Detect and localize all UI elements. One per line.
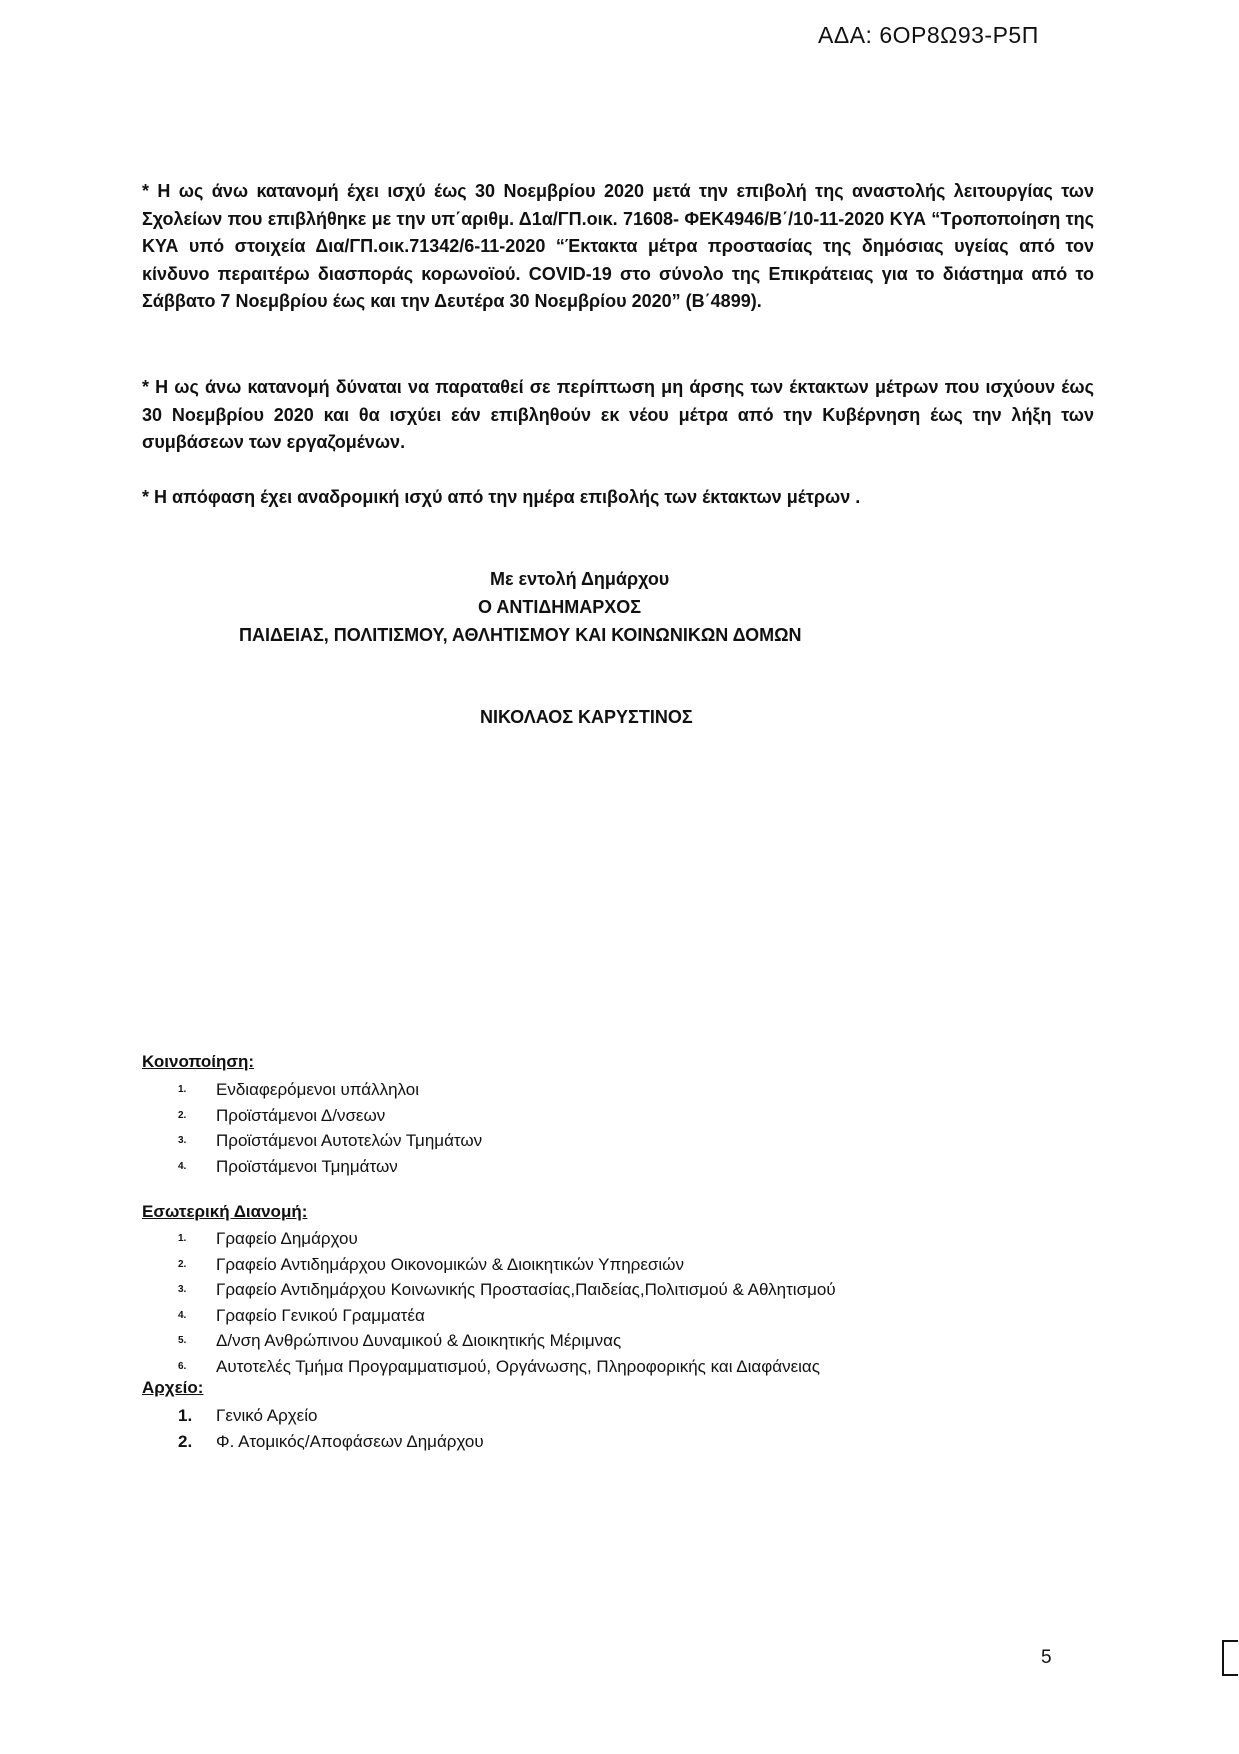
list-text: Γραφείο Γενικού Γραμματέα [216,1305,425,1325]
ada-code: ΑΔΑ: 6ΟΡ8Ω93-Ρ5Π [818,22,1039,48]
paragraph-retroactive: * Η απόφαση έχει αναδρομική ισχύ από την ημέρα επιβολής των έκτακτων μέτρων . [142,487,861,507]
signature-order: Με εντολή Δημάρχου [490,569,670,589]
list-text: Γραφείο Δημάρχου [216,1229,358,1248]
list-number: 2. [178,1258,187,1270]
list-text: Προϊστάμενοι Τμημάτων [216,1156,398,1176]
list-text: Δ/νση Ανθρώπινου Δυναμικού & Διοικητικής Μέριμνας [216,1331,622,1350]
list-text: Ενδιαφερόμενοι υπάλληλοι [216,1080,420,1099]
list-number: 3. [178,1135,187,1146]
list-text: Γενικό Αρχείο [216,1406,318,1425]
list-text: Αυτοτελές Τμήμα Προγραμματισμού, Οργάνωσης, Πληροφορικής και Διαφάνειας [216,1356,820,1376]
list-number: 6. [178,1360,187,1372]
list-number: 1. [178,1084,187,1095]
edge-bracket-mark [1222,1640,1238,1676]
archeio-title: Αρχείο: [142,1378,204,1397]
list-text: Φ. Ατομικός/Αποφάσεων Δημάρχου [216,1431,484,1451]
list-number: 5. [178,1335,187,1346]
list-number: 4. [178,1160,187,1172]
signature-department: ΠΑΙΔΕΙΑΣ, ΠΟΛΙΤΙΣΜΟΥ, ΑΘΛΗΤΙΣΜΟΥ ΚΑΙ ΚΟΙΝΩΝΙΚΩΝ ΔΟΜΩΝ [239,625,802,645]
list-text: Γραφείο Αντιδημάρχου Οικονομικών & Διοικητικών Υπηρεσιών [216,1254,684,1274]
signature-title: Ο ΑΝΤΙΔΗΜΑΡΧΟΣ [478,597,642,617]
koinopoiisi-title: Κοινοποίηση: [142,1052,255,1071]
list-number: 2. [178,1431,193,1451]
list-number: 1. [178,1233,187,1244]
page-number: 5 [1041,1647,1052,1668]
list-text: Προϊστάμενοι Αυτοτελών Τμημάτων [216,1131,483,1150]
list-number: 1. [178,1406,193,1425]
list-number: 4. [178,1309,187,1321]
esoteriki-title: Εσωτερική Διανομή: [142,1202,308,1221]
list-number: 3. [178,1284,187,1295]
list-text: Γραφείο Αντιδημάρχου Κοινωνικής Προστασίας,Παιδείας,Πολιτισμού & Αθλητισμού [216,1280,836,1299]
list-number: 2. [178,1109,187,1121]
list-text: Προϊστάμενοι Δ/νσεων [216,1105,386,1125]
paragraph-validity: * Η ως άνω κατανομή έχει ισχύ έως 30 Νοεμβρίου 2020 μετά την επιβολή της αναστολής λειτουργίας των Σχολείων που επιβλήθηκε με την υπ΄αριθμ. Δ1α/ΓΠ.οικ. 71608- ΦΕΚ4946/Β΄/10-11-2020 ΚΥΑ “Τροποποίηση της ΚΥΑ υπό στοιχεία Δια/ΓΠ.οικ.71342/6-11-2020 “Έκτακτα μέτρα προστασίας της δημόσιας υγείας από τον κίνδυνο περαιτέρω διασποράς κορωνοϊού. COVID-19 στο σύνολο της Επικράτειας για το διάστημα από το Σάββατο 7 Νοεμβρίου έως και την Δευτέρα 30 Νοεμβρίου 2020” (Β΄4899). [142,181,1094,311]
paragraph-extension: * Η ως άνω κατανομή δύναται να παραταθεί σε περίπτωση μη άρσης των έκτακτων μέτρων που ισχύουν έως 30 Νοεμβρίου 2020 και θα ισχύει εάν επιβληθούν εκ νέου μέτρα από την Κυβέρνηση έως την λήξη των συμβάσεων των εργαζομένων. [142,377,1094,452]
signature-name: ΝΙΚΟΛΑΟΣ ΚΑΡΥΣΤΙΝΟΣ [480,707,693,727]
